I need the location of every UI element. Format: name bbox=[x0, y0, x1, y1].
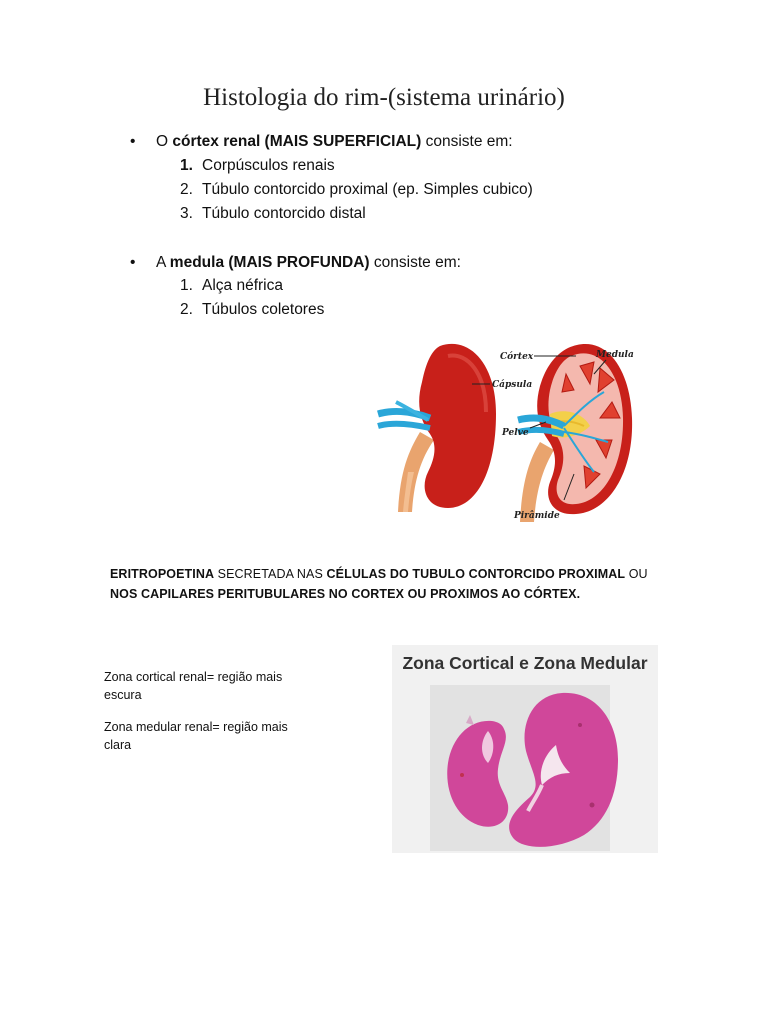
medula-suffix: consiste em: bbox=[369, 254, 461, 271]
cortex-item-3: 3. Túbulo contorcido distal bbox=[180, 205, 366, 222]
bullet-dot: • bbox=[130, 254, 136, 271]
medula-prefix: A bbox=[156, 254, 170, 271]
histology-svg bbox=[392, 645, 658, 853]
kidney-anatomy-figure bbox=[368, 322, 656, 528]
histology-figure-title: Zona Cortical e Zona Medular bbox=[402, 653, 648, 673]
label-medula: Medula bbox=[596, 350, 634, 360]
label-cortex: Córtex bbox=[500, 352, 534, 362]
label-pelve: Pelve bbox=[502, 428, 529, 438]
label-capsula: Cápsula bbox=[492, 380, 533, 390]
cortex-prefix: O bbox=[156, 133, 173, 150]
kidney-anatomy-svg bbox=[368, 322, 656, 528]
medula-bold: medula (MAIS PROFUNDA) bbox=[169, 254, 370, 271]
cortex-bold: córtex renal (MAIS SUPERFICIAL) bbox=[172, 133, 422, 150]
page-title: Histologia do rim-(sistema urinário) bbox=[203, 84, 565, 111]
zona-medular-note: Zona medular renal= região mais clara bbox=[104, 720, 288, 752]
eritropoetina-line-2: NOS CAPILARES PERITUBULARES NO CORTEX OU PROXIMOS AO CÓRTEX. bbox=[110, 587, 581, 601]
zona-cortical-note: Zona cortical renal= região mais escura bbox=[104, 670, 283, 702]
medula-item-2: 2. Túbulos coletores bbox=[180, 301, 325, 318]
histology-figure bbox=[392, 645, 658, 853]
label-piramide: Pirâmide bbox=[514, 511, 560, 521]
cortex-item-1: 1. Corpúsculos renais bbox=[180, 157, 335, 174]
cortex-suffix: consiste em: bbox=[421, 133, 513, 150]
medula-item-1: 1. Alça néfrica bbox=[180, 277, 283, 294]
bullet-dot: • bbox=[130, 133, 136, 150]
eritropoetina-line-1: ERITROPOETINA SECRETADA NAS CÉLULAS DO TUBULO CONTORCIDO PROXIMAL OU bbox=[110, 567, 648, 581]
cortex-item-2: 2. Túbulo contorcido proximal (ep. Simples cubico) bbox=[180, 181, 533, 198]
